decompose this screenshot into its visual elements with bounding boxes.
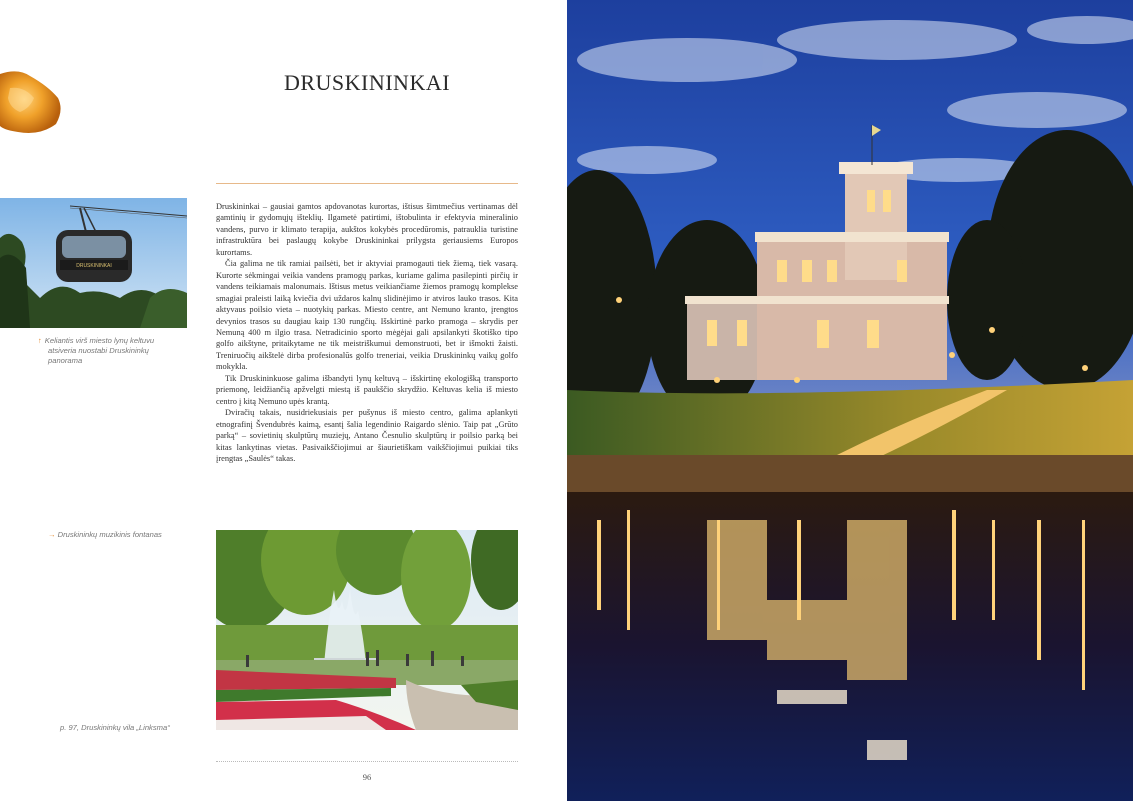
title-divider [216, 183, 518, 184]
fountain-caption [48, 530, 198, 540]
fountain-caption-text: Druskininkų muzikinis fontanas [57, 530, 162, 539]
paragraph-4: Dviračių takais, nusidriekusiais per pušynus iš miesto centro, galima aplankyti etnografinį Švendubrės kaimą, esantį šalia legendinio Raigardo slėnio. Taip pat „Grūto parką“ – sovietinių skulptūrų muziejų, Antano Česnulio skulptūrų ir poilsio parką bei kitas lankytinas vietas. Pasivaikščiojimui ar šiaurietiškam vaikščiojimui puikiai tiks įrengtas „Saulės“ takas. [216, 408, 518, 463]
page-number: 96 [362, 772, 372, 782]
footer-divider [216, 761, 518, 762]
gondola-sign-text: DRUSKININKAI [76, 263, 112, 269]
paragraph-2: Čia galima ne tik ramiai pailsėti, bet ir aktyviai pramogauti tiek žiemą, tiek vasarą. Kurorte sėkmingai veikia vandens pramogų parkas, kuriame galima pasilepinti pirčių ir vandens teikiamais malonumais. Ištisus metus veikiančiame žiemos pramogų komplekse smagiai praleisti laiką kviečia dvi uždaros kalnų slidinėjimo ir atviros lauko trasos. Kita aktyvaus poilsio vieta – nuotykių parkas. Miesto centre, ant Nemuno kranto, įrengtos devynios trasos su daugiau kaip 130 rungčių. Išskirtinė parko pramoga – skrydis per Nemuną 400 m ilgio trasa. Netradicinio sporto mėgėjai gali apsilankyti škotiško tipo golfo aikštyne, pritaikytame ne tik meistriškumui demonstruoti, bet ir išmokti žaisti. Treniruočių aikštelė dirba profesionalūs golfo treneriai, veikia Druskininkų vaikų golfo mokykla. [216, 259, 518, 372]
gondola-caption-text: Keliantis virš miesto lynų keltuvu atsiveria nuostabi Druskininkų panorama [44, 336, 155, 365]
paragraph-1: Druskininkai – gausiai gamtos apdovanotas kurortas, ištisus šimtmečius vertinamas dėl gamtinių ir gydomųjų išteklių. Ilgametė patirtimi, ištobulinta ir efektyvia mineralinio vandens, purvo ir klimato terapija, aukštos kokybės procedūromis, patrauklia turistine infrastruktūra bei paslaugų kokybe Druskininkai prilygsta geriausiems Europos kurortams. [216, 202, 518, 257]
arrow-right-icon: → [48, 530, 56, 539]
page-title: DRUSKININKAI [283, 70, 451, 95]
musical-fountain-photo [216, 530, 518, 730]
cable-car-photo [0, 198, 187, 328]
article-body [216, 201, 518, 464]
villa-linksma-photo [567, 0, 1133, 801]
gondola-caption [38, 336, 180, 366]
villa-caption: p. 97, Druskininkų vila „Linksma“ [60, 723, 170, 732]
amber-stone-decoration [0, 68, 64, 136]
paragraph-3: Tik Druskininkuose galima išbandyti lynų keltuvą – išskirtinę ekologišką transporto priemonę, leidžiančią apžvelgti miestą iš paukščio skrydžio. Keltuvas kelia iš miesto centro į kitą Nemuno upės krantą. [216, 373, 518, 406]
arrow-up-icon: ↑ [38, 336, 42, 345]
